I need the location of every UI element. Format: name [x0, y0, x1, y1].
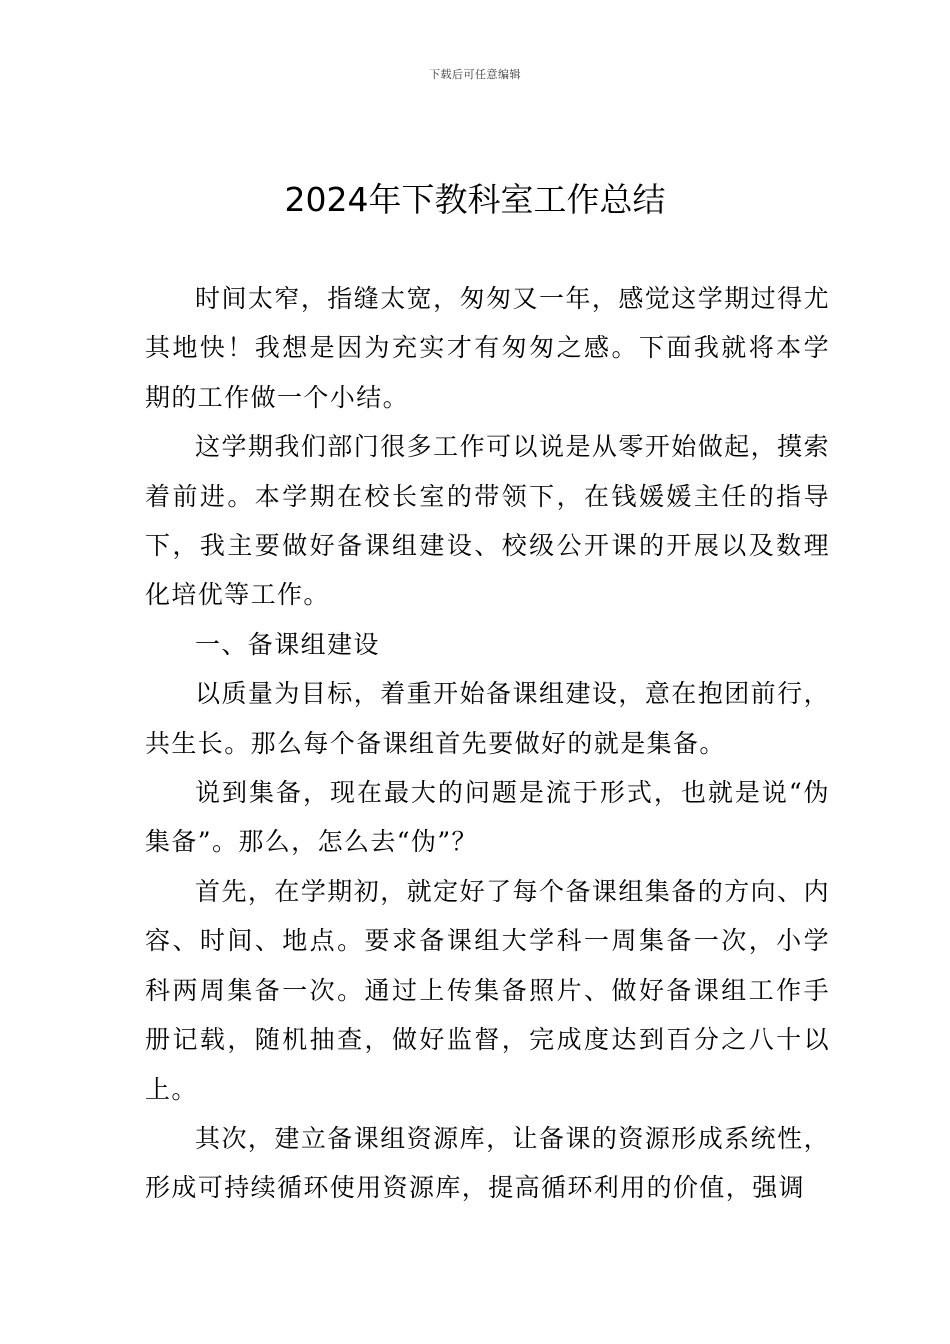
paragraph-goal: 以质量为目标，着重开始备课组建设，意在抱团前行，共生长。那么每个备课组首先要做好的就是集备。: [145, 679, 830, 758]
paragraph-first: 首先，在学期初，就定好了每个备课组集备的方向、内容、时间、地点。要求备课组大学科一周集备一次，小学科两周集备一次。通过上传集备照片、做好备课组工作手册记载，随机抽查，做好监督，完成度达到百分之八十以上。: [145, 876, 830, 1104]
paragraph-overview: 这学期我们部门很多工作可以说是从零开始做起，摸索着前进。本学期在校长室的带领下，在钱媛媛主任的指导下，我主要做好备课组建设、校级公开课的开展以及数理化培优等工作。: [145, 432, 830, 610]
paragraph-second: 其次，建立备课组资源库，让备课的资源形成系统性，形成可持续循环使用资源库，提高循环利用的价值，强调: [145, 1123, 830, 1203]
document-title: 2024年下教科室工作总结: [284, 180, 666, 219]
paragraph-intro: 时间太窄，指缝太宽，匆匆又一年，感觉这学期过得尤其地快！我想是因为充实才有匆匆之感。下面我就将本学期的工作做一个小结。: [145, 284, 830, 412]
page-header-note: 下载后可任意编辑: [429, 68, 521, 81]
paragraph-problem: 说到集备，现在最大的问题是流于形式，也就是说“伪集备”。那么，怎么去“伪”？: [145, 778, 830, 857]
section-heading-1: 一、备课组建设: [195, 629, 380, 659]
document-body: [145, 274, 830, 1213]
